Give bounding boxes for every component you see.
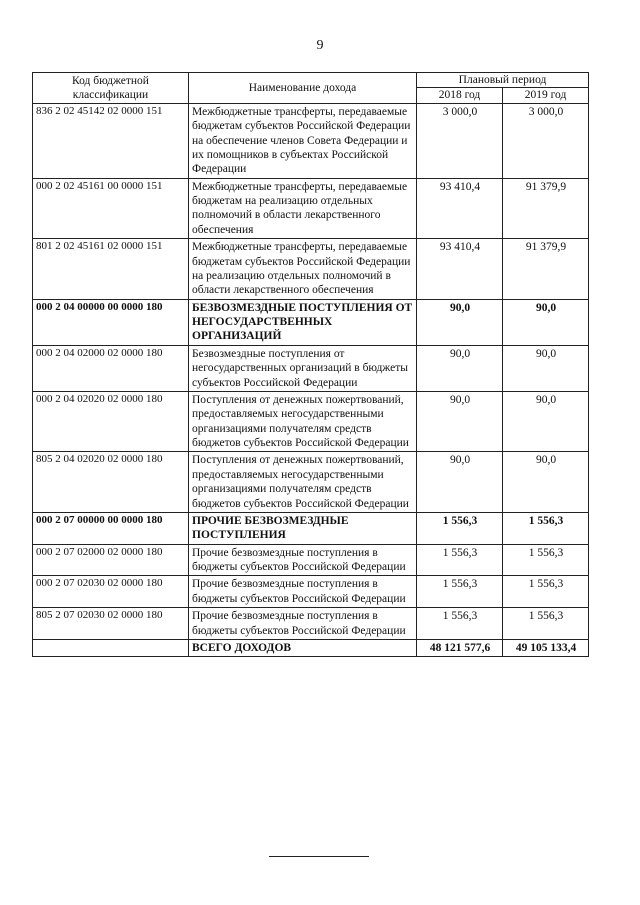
row-code: 805 2 04 02020 02 0000 180 [33, 452, 189, 513]
row-value-2019: 90,0 [503, 345, 589, 391]
row-code: 000 2 02 45161 00 0000 151 [33, 178, 189, 239]
row-value-2019: 1 556,3 [503, 608, 589, 640]
header-year-2018: 2018 год [417, 88, 503, 103]
table-row [33, 576, 589, 608]
row-value-2018: 93 410,4 [417, 178, 503, 239]
row-value-2018: 1 556,3 [417, 512, 503, 544]
row-name: Поступления от денежных пожертвований, предоставляемых негосударственными организациями получателям средств бюджетов субъектов Российской Федерации [189, 391, 417, 452]
row-value-2019: 91 379,9 [503, 239, 589, 300]
row-value-2019: 90,0 [503, 452, 589, 513]
row-name: Прочие безвозмездные поступления в бюджеты субъектов Российской Федерации [189, 544, 417, 576]
row-name: БЕЗВОЗМЕЗДНЫЕ ПОСТУПЛЕНИЯ ОТ НЕГОСУДАРСТВЕННЫХ ОРГАНИЗАЦИЙ [189, 299, 417, 345]
row-value-2019: 90,0 [503, 391, 589, 452]
row-name: Прочие безвозмездные поступления в бюджеты субъектов Российской Федерации [189, 576, 417, 608]
row-code: 805 2 07 02030 02 0000 180 [33, 608, 189, 640]
table-row [33, 512, 589, 544]
table-row [33, 299, 589, 345]
row-value-2018: 93 410,4 [417, 239, 503, 300]
table-row [33, 544, 589, 576]
row-value-2018: 90,0 [417, 299, 503, 345]
table-row [33, 103, 589, 178]
table-row [33, 391, 589, 452]
row-value-2018: 1 556,3 [417, 608, 503, 640]
header-code: Код бюджетной классификации [33, 73, 189, 104]
total-2018: 48 121 577,6 [417, 639, 503, 656]
header-name: Наименование дохода [189, 73, 417, 104]
footer-divider [269, 856, 369, 857]
header-year-2019: 2019 год [503, 88, 589, 103]
row-name: Межбюджетные трансферты, передаваемые бюджетам субъектов Российской Федерации на реализацию отдельных полномочий в области лекарственного обеспечения [189, 239, 417, 300]
table-body [33, 103, 589, 639]
table-row [33, 239, 589, 300]
page-number: 9 [316, 38, 324, 53]
row-value-2019: 1 556,3 [503, 576, 589, 608]
row-name: Безвозмездные поступления от негосударственных организаций в бюджеты субъектов Российской Федерации [189, 345, 417, 391]
row-value-2018: 1 556,3 [417, 576, 503, 608]
row-code: 836 2 02 45142 02 0000 151 [33, 103, 189, 178]
row-value-2018: 90,0 [417, 345, 503, 391]
table-row [33, 178, 589, 239]
total-2019: 49 105 133,4 [503, 639, 589, 656]
total-label: ВСЕГО ДОХОДОВ [189, 639, 417, 656]
row-code: 000 2 07 02030 02 0000 180 [33, 576, 189, 608]
row-value-2018: 90,0 [417, 452, 503, 513]
header-period: Плановый период [417, 73, 589, 88]
budget-revenue-table [32, 72, 589, 657]
row-value-2019: 1 556,3 [503, 544, 589, 576]
row-name: Прочие безвозмездные поступления в бюджеты субъектов Российской Федерации [189, 608, 417, 640]
row-code: 000 2 04 02020 02 0000 180 [33, 391, 189, 452]
row-code: 000 2 04 00000 00 0000 180 [33, 299, 189, 345]
row-value-2019: 1 556,3 [503, 512, 589, 544]
row-value-2019: 3 000,0 [503, 103, 589, 178]
row-name: Межбюджетные трансферты, передаваемые бюджетам на реализацию отдельных полномочий в области лекарственного обеспечения [189, 178, 417, 239]
row-value-2018: 1 556,3 [417, 544, 503, 576]
row-value-2019: 90,0 [503, 299, 589, 345]
row-code: 000 2 04 02000 02 0000 180 [33, 345, 189, 391]
table-row [33, 452, 589, 513]
table-row [33, 608, 589, 640]
row-code: 801 2 02 45161 02 0000 151 [33, 239, 189, 300]
row-value-2018: 3 000,0 [417, 103, 503, 178]
row-name: Поступления от денежных пожертвований, предоставляемых негосударственными организациями получателям средств бюджетов субъектов Российской Федерации [189, 452, 417, 513]
total-code [33, 639, 189, 656]
row-code: 000 2 07 00000 00 0000 180 [33, 512, 189, 544]
row-code: 000 2 07 02000 02 0000 180 [33, 544, 189, 576]
row-value-2019: 91 379,9 [503, 178, 589, 239]
row-name: Межбюджетные трансферты, передаваемые бюджетам субъектов Российской Федерации на обеспечение членов Совета Федерации и их помощников в субъектах Российской Федерации [189, 103, 417, 178]
row-name: ПРОЧИЕ БЕЗВОЗМЕЗДНЫЕ ПОСТУПЛЕНИЯ [189, 512, 417, 544]
row-value-2018: 90,0 [417, 391, 503, 452]
table-row [33, 345, 589, 391]
total-row [33, 639, 589, 656]
